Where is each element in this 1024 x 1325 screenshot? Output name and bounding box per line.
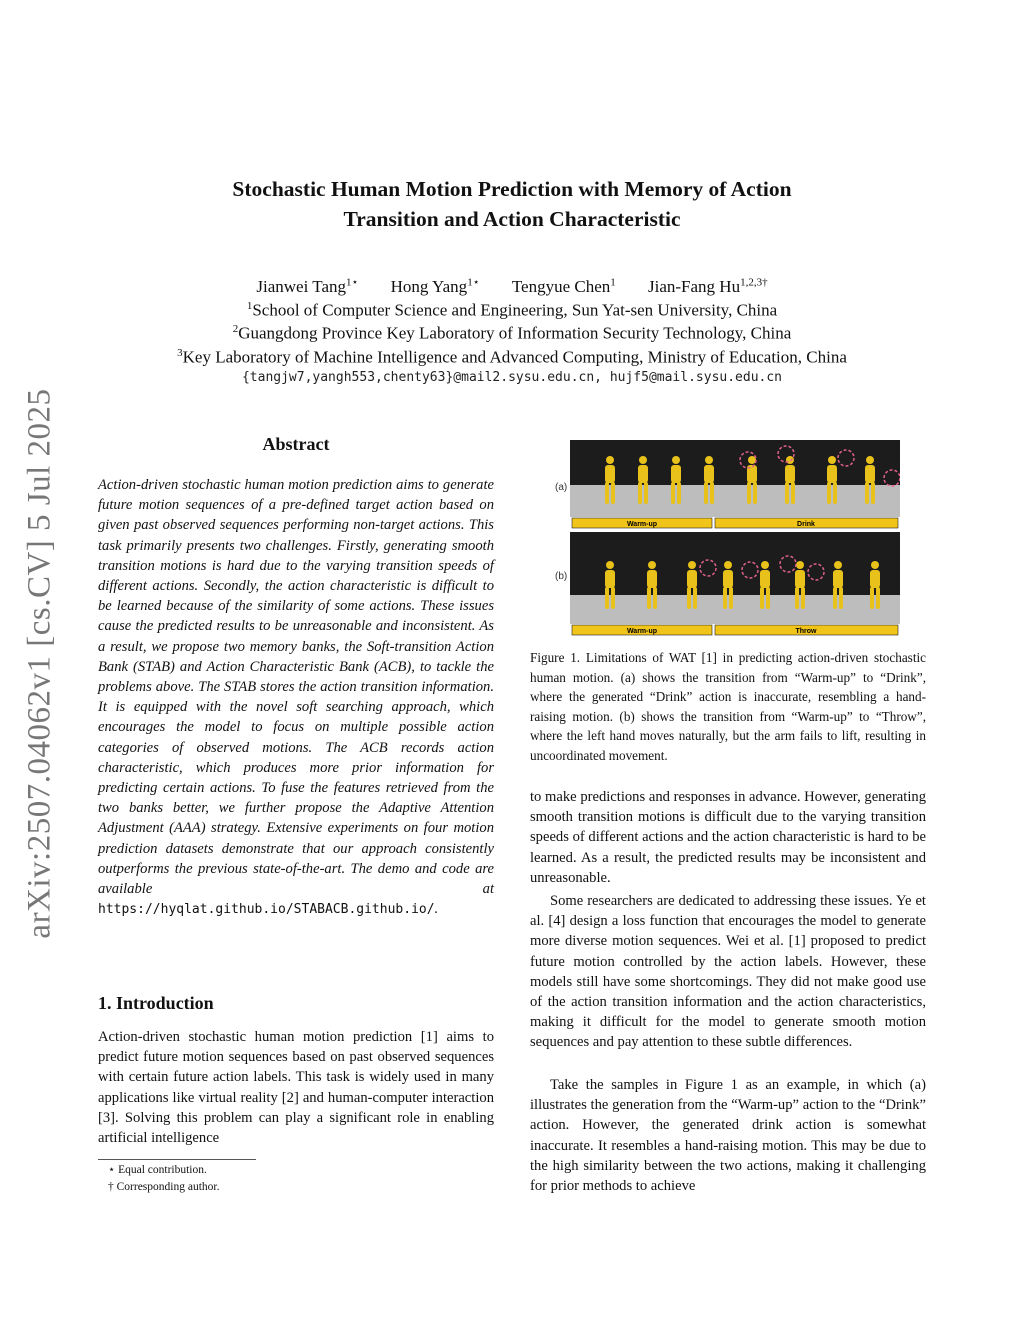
figure-row-b-bar-label-throw: Throw <box>795 628 817 635</box>
title-line-2: Transition and Action Characteristic <box>343 207 681 231</box>
author-list <box>120 271 904 298</box>
right-paragraph-2: Some researchers are dedicated to addressing these issues. Ye et al. [4] design a loss function that encourages the model to generate more diverse motion sequences. Wei et al. [1] proposed to predict future motion controlled by the action labels. However, these models still have some shortcomings. They did not make good use of the action transition information and the action characteristics, making it difficult for the model to generate smooth motion sequences and pay attention to these subtle differences. <box>530 893 926 1051</box>
figure-1-caption: Figure 1. Limitations of WAT [1] in predicting action-driven stochastic human motion. (a) shows the transition from “Warm-up” to “Drink”, where the generated “Drink” action is inaccurate, resembling a hand-raising motion. (b) shows the transition from “Warm-up” to “Throw”, where the left hand moves naturally, but the arm fails to lift, resulting in uncoordinated movement. <box>530 650 926 763</box>
abstract-text: Action-driven stochastic human motion prediction aims to generate future motion sequences of a pre-defined target action based on given past observed sequences performing non-target actions. This task primarily presents two challenges. Firstly, generating smooth transition motions is hard due to the varying transition speeds of different actions. Secondly, the action characteristic is difficult to be learned because of the similarity of some actions. These issues cause the predicted results to be unreasonable and inconsistent. As a result, we propose two memory banks, the Soft-transition Action Bank (STAB) and Action Characteristic Bank (ACB), to tackle the problems above. The STAB stores the action transition information. It is equipped with the novel soft searching approach, which encourages the model to focus on multiple possible action categories of observed motions. The ACB records action characteristic, which produces more prior information for predicting certain actions. To fuse the features retrieved from the two banks better, we further propose the Adaptive Attention Adjustment (AAA) strategy. Extensive experiments on four motion prediction datasets demonstrate that our approach consistently outperforms the previous state-of-the-art. The demo and code are available at <box>98 477 494 898</box>
author-2: Hong Yang$^{1⋆}$ <box>390 276 480 296</box>
figure-row-b-bar-label-warmup: Warm-up <box>626 628 658 635</box>
figure-row-a-floor <box>570 485 900 517</box>
author-3: Tengyue Chen$^1$ <box>511 276 616 296</box>
figure-row-b-floor <box>570 595 900 624</box>
right-paragraph-3: Take the samples in Figure 1 as an example, in which (a) illustrates the generation from the “Warm-up” action to the “Drink” action. However, the generated drink action is somewhat inaccurate. It resembles a hand-raising motion. This may be due to the high similarity between the two actions, making it challenging for prior methods to achieve <box>530 1077 926 1195</box>
abstract-body: Action-driven stochastic human motion prediction aims to generate future motion sequences of a pre-defined target action based on given past observed sequences performing non-target actions. This task primarily presents two challenges. Firstly, generating smooth transition motions is hard due to the varying transition speeds of different actions. Secondly, the action characteristic is difficult to be learned because of the similarity of some actions. These issues cause the predicted results to be unreasonable and inconsistent. As a result, we propose two memory banks, the Soft-transition Action Bank (STAB) and Action Characteristic Bank (ACB), to tackle the problems above. The STAB stores the action transition information. It is equipped with the novel soft searching approach, which encourages the model to focus on multiple possible action categories of observed motions. The ACB records action characteristic, which produces more prior information for predicting certain actions. To fuse the features retrieved from the two banks better, we further propose the Adaptive Attention Adjustment (AAA) strategy. Extensive experiments on four motion prediction datasets demonstrate that our approach consistently outperforms the previous state-of-the-art. The demo and code are available at https://hyqlat.github.io/STABACB.github.io/. <box>98 477 494 918</box>
affiliation-2: $^2$Guangdong Province Key Laboratory of Information Security Technology, China <box>232 323 792 343</box>
affiliation-1: $^1$School of Computer Science and Engineering, Sun Yat-sen University, China <box>246 300 778 320</box>
figure-row-a-background <box>570 440 900 485</box>
footnote-rule <box>98 1159 256 1160</box>
figure-label-b: (b) <box>555 571 568 582</box>
figure-row-a-bar-label-drink: Drink <box>797 521 815 528</box>
figure-1-image <box>570 440 900 638</box>
intro-paragraph-1: Action-driven stochastic human motion prediction [1] aims to predict future motion sequences based on past observed sequences with certain future action labels. This task is widely used in many applications like virtual reality [2] and human-computer interaction [3]. Solving this problem can play a significant role in enabling artificial intelligence <box>98 1029 494 1147</box>
intro-heading: 1. Introduction <box>98 993 214 1013</box>
arxiv-identifier: arXiv:2507.04062v1 [cs.CV] 5 Jul 2025 <box>21 388 58 939</box>
project-url[interactable]: https://hyqlat.github.io/STABACB.github.io/ <box>98 902 435 918</box>
abstract-heading: Abstract <box>262 434 330 454</box>
figure-row-a-bar-label-warmup: Warm-up <box>626 521 658 528</box>
title-line-1: Stochastic Human Motion Prediction with Memory of Action <box>232 177 792 201</box>
right-paragraph-1: to make predictions and responses in advance. However, generating smooth transition motions is difficult due to the varying transition speeds of different actions and the action characteristic is hard to be learned. As a result, the predicted results may be inconsistent and unreasonable. <box>530 789 926 886</box>
figure-label-a: (a) <box>555 482 568 493</box>
affiliation-3: $^3$Key Laboratory of Machine Intelligence and Advanced Computing, Ministry of Education, China <box>177 347 847 367</box>
author-emails: {tangjw7,yangh553,chenty63}@mail2.sysu.edu.cn, hujf5@mail.sysu.edu.cn <box>241 370 783 385</box>
figure-row-b-background <box>570 532 900 595</box>
author-1: Jianwei Tang$^{1⋆}$ <box>256 276 359 296</box>
footnote-equal: ⋆ Equal contribution. <box>108 1164 207 1176</box>
footnote-corresponding: † Corresponding author. <box>108 1181 220 1193</box>
paper-title <box>120 174 904 234</box>
author-4: Jian-Fang $Hu^{1,2,3\dagger}$ <box>648 276 768 296</box>
